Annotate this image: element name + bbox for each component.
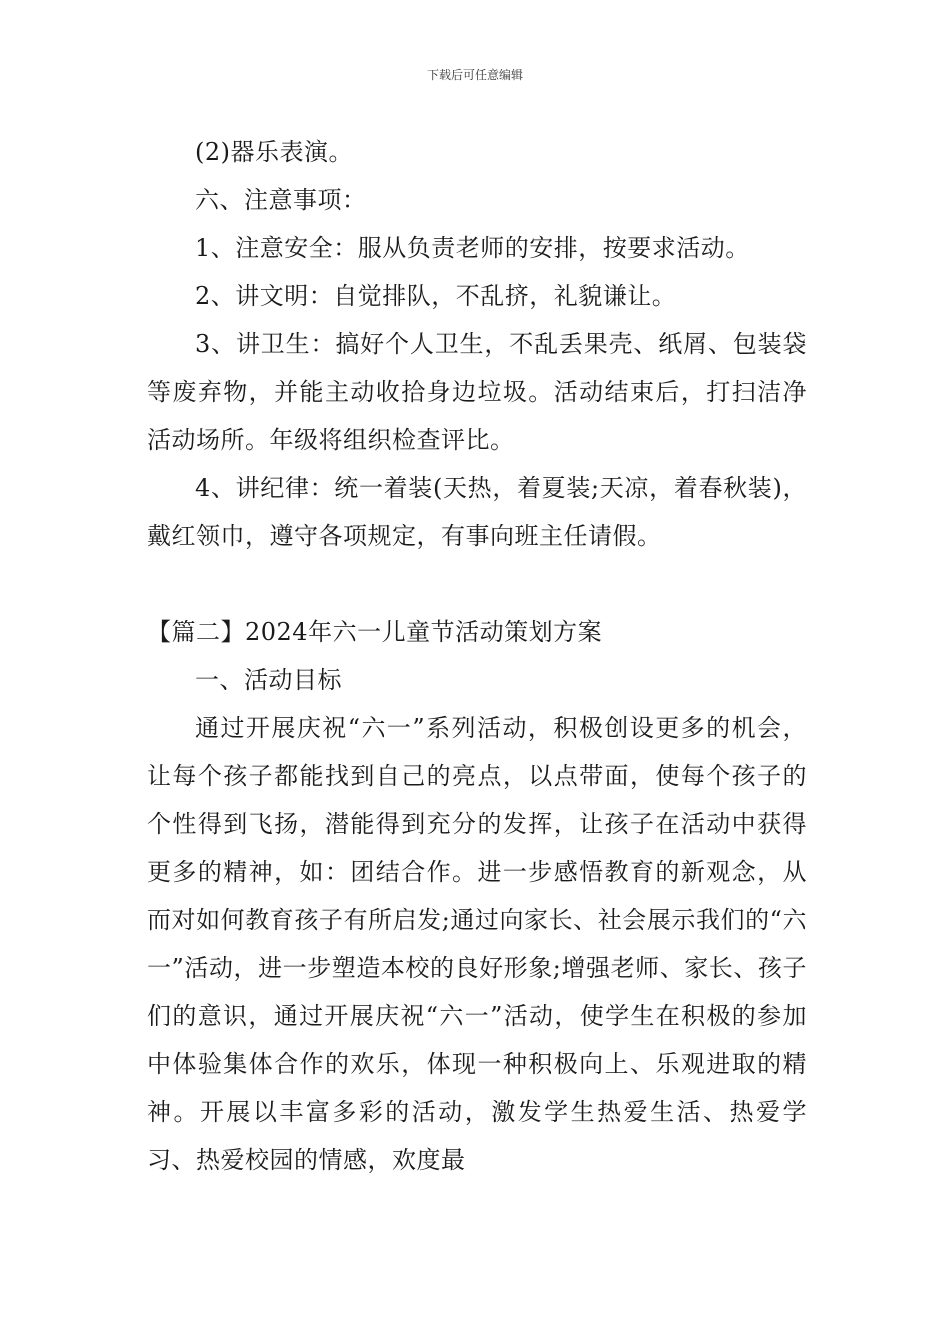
note-hygiene: 3、讲卫生：搞好个人卫生，不乱丢果壳、纸屑、包装袋等废弃物，并能主动收拾身边垃圾。活动结束后，打扫洁净活动场所。年级将组织检查评比。 bbox=[147, 330, 807, 454]
document-body bbox=[147, 128, 807, 1184]
heading-precautions: 六、注意事项： bbox=[195, 186, 367, 214]
section-gap bbox=[147, 560, 807, 608]
note-civility: 2、讲文明：自觉排队，不乱挤，礼貌谦让。 bbox=[195, 282, 677, 310]
section-title: 【篇二】2024年六一儿童节活动策划方案 bbox=[147, 618, 603, 646]
heading-activity-goals: 一、活动目标 bbox=[195, 666, 342, 694]
header-note: 下载后可任意编辑 bbox=[426, 68, 523, 82]
note-safety: 1、注意安全：服从负责老师的安排，按要求活动。 bbox=[195, 234, 750, 262]
paragraph-activity-goals: 通过开展庆祝“六一”系列活动，积极创设更多的机会，让每个孩子都能找到自己的亮点，以点带面，使每个孩子的个性得到飞扬，潜能得到充分的发挥，让孩子在活动中获得更多的精神，如：团结合作。进一步感悟教育的新观念，从而对如何教育孩子有所启发;通过向家长、社会展示我们的“六一”活动，进一步塑造本校的良好形象;增强老师、家长、孩子们的意识，通过开展庆祝“六一”活动，使学生在积极的参加中体验集体合作的欢乐，体现一种积极向上、乐观进取的精神。开展以丰富多彩的活动，激发学生热爱生活、热爱学习、热爱校园的情感，欢度最 bbox=[147, 714, 807, 1174]
note-discipline: 4、讲纪律：统一着装(天热，着夏装;天凉，着春秋装)，戴红领巾，遵守各项规定，有事向班主任请假。 bbox=[147, 474, 807, 550]
item-instrumental-performance: (2)器乐表演。 bbox=[195, 138, 353, 166]
